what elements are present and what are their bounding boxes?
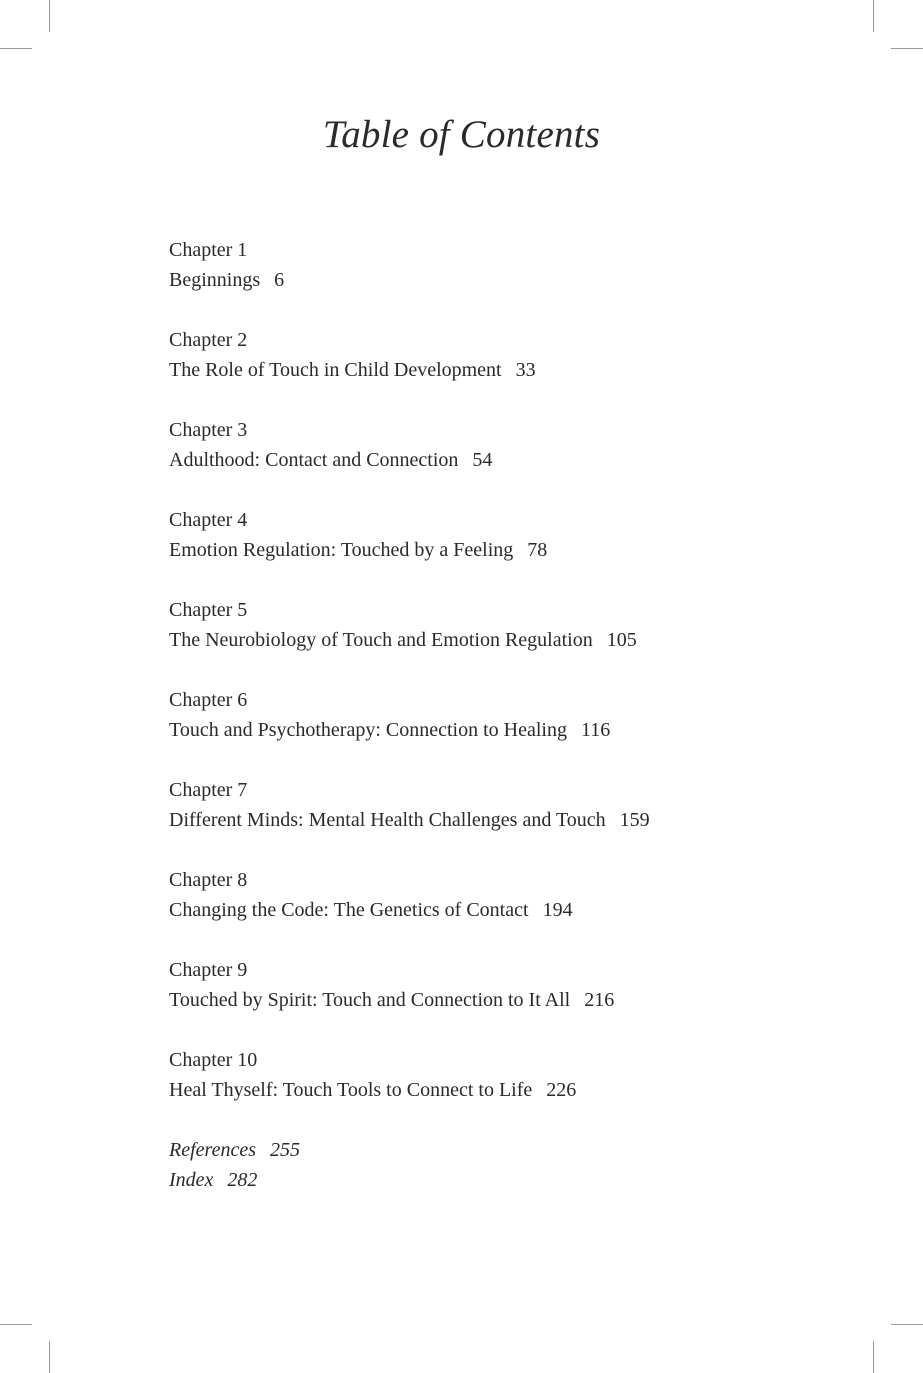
chapter-label: Chapter 6 bbox=[169, 689, 248, 711]
crop-mark-top-left-vertical bbox=[49, 0, 50, 32]
toc-list bbox=[169, 235, 849, 1195]
chapter-page-number: 116 bbox=[580, 719, 611, 741]
chapter-title: The Role of Touch in Child Development bbox=[169, 359, 502, 381]
chapter-label: Chapter 2 bbox=[169, 329, 248, 351]
crop-mark-top-right-vertical bbox=[873, 0, 874, 32]
chapter-page-number: 194 bbox=[542, 899, 573, 921]
chapter-title: Emotion Regulation: Touched by a Feeling bbox=[169, 539, 514, 561]
chapter-title: Touch and Psychotherapy: Connection to Healing bbox=[169, 719, 567, 741]
chapter-label: Chapter 1 bbox=[169, 239, 248, 261]
crop-mark-bottom-right-vertical bbox=[873, 1341, 874, 1373]
toc-entry bbox=[169, 955, 849, 1015]
chapter-title: The Neurobiology of Touch and Emotion Regulation bbox=[169, 629, 593, 651]
chapter-title: Beginnings bbox=[169, 269, 261, 291]
chapter-title: Adulthood: Contact and Connection bbox=[169, 449, 459, 471]
chapter-page-number: 226 bbox=[546, 1079, 577, 1101]
chapter-label: Chapter 5 bbox=[169, 599, 248, 621]
chapter-label: Chapter 10 bbox=[169, 1049, 258, 1071]
chapter-page-number: 105 bbox=[606, 629, 637, 651]
toc-entry bbox=[169, 1045, 849, 1105]
chapter-line bbox=[169, 1075, 849, 1105]
crop-mark-bottom-left-vertical bbox=[49, 1341, 50, 1373]
chapter-title: Touched by Spirit: Touch and Connection to It All bbox=[169, 989, 571, 1011]
chapter-label: Chapter 8 bbox=[169, 869, 248, 891]
chapter-title: Different Minds: Mental Health Challenges and Touch bbox=[169, 809, 606, 831]
toc-entry bbox=[169, 775, 849, 835]
back-matter-page-number: 282 bbox=[227, 1169, 258, 1191]
toc-entry bbox=[169, 865, 849, 925]
chapter-title: Changing the Code: The Genetics of Contact bbox=[169, 899, 529, 921]
chapter-line bbox=[169, 265, 849, 295]
toc-entry bbox=[169, 595, 849, 655]
chapter-line bbox=[169, 445, 849, 475]
chapter-title: Heal Thyself: Touch Tools to Connect to Life bbox=[169, 1079, 533, 1101]
chapter-page-number: 159 bbox=[619, 809, 650, 831]
toc-entry bbox=[169, 415, 849, 475]
chapter-label: Chapter 7 bbox=[169, 779, 248, 801]
crop-mark-top-left-horizontal bbox=[0, 48, 32, 49]
chapter-line bbox=[169, 895, 849, 925]
chapter-label: Chapter 9 bbox=[169, 959, 248, 981]
chapter-label: Chapter 4 bbox=[169, 509, 248, 531]
chapter-line bbox=[169, 805, 849, 835]
back-matter-entry bbox=[169, 1165, 849, 1195]
crop-mark-bottom-right-horizontal bbox=[891, 1324, 923, 1325]
chapter-page-number: 6 bbox=[274, 269, 285, 291]
back-matter-list bbox=[169, 1135, 849, 1195]
back-matter-entry bbox=[169, 1135, 849, 1165]
toc-entry bbox=[169, 325, 849, 385]
page-title: Table of Contents bbox=[322, 113, 601, 156]
chapter-line bbox=[169, 355, 849, 385]
chapter-list bbox=[169, 235, 849, 1105]
toc-entry bbox=[169, 685, 849, 745]
chapter-page-number: 216 bbox=[584, 989, 615, 1011]
back-matter-page-number: 255 bbox=[269, 1139, 300, 1161]
chapter-page-number: 33 bbox=[515, 359, 536, 381]
crop-mark-bottom-left-horizontal bbox=[0, 1324, 32, 1325]
crop-mark-top-right-horizontal bbox=[891, 48, 923, 49]
chapter-line bbox=[169, 535, 849, 565]
toc-entry bbox=[169, 235, 849, 295]
chapter-page-number: 54 bbox=[472, 449, 493, 471]
back-matter-title: Index bbox=[169, 1169, 214, 1191]
toc-entry bbox=[169, 505, 849, 565]
back-matter-title: References bbox=[169, 1139, 256, 1161]
chapter-line bbox=[169, 625, 849, 655]
chapter-page-number: 78 bbox=[527, 539, 548, 561]
chapter-line bbox=[169, 985, 849, 1015]
chapter-label: Chapter 3 bbox=[169, 419, 248, 441]
chapter-line bbox=[169, 715, 849, 745]
